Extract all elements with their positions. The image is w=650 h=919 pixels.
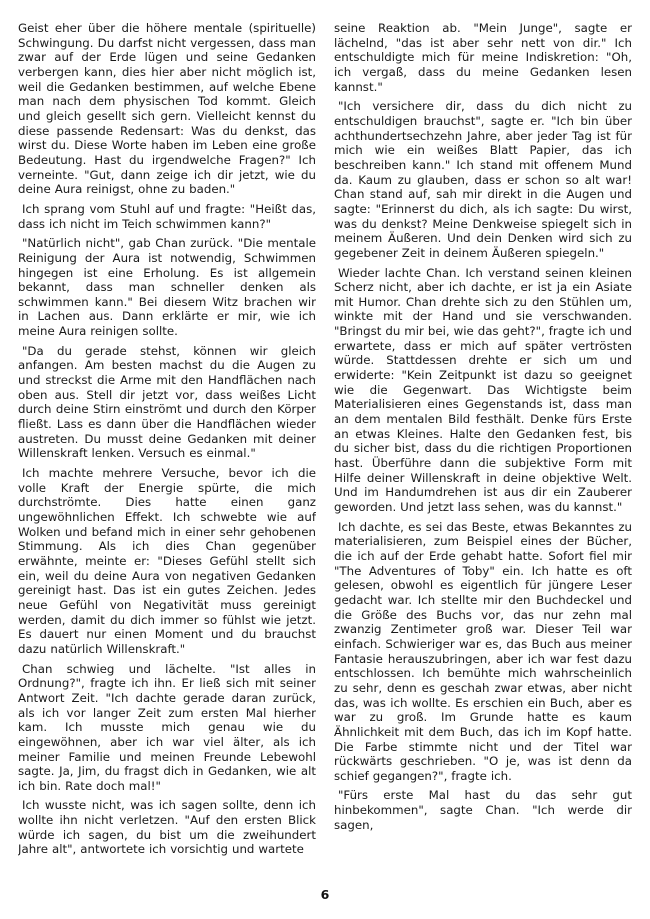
paragraph: Chan schwieg und lächelte. "Ist alles in Ordnung?", fragte ich ihn. Er ließ sich mit seiner Antwort Zeit. "Ich dachte gerade daran zurück, als ich vor langer Zeit zum ersten Mal hierher kam. Ich musste mich genau wie du eingewöhnen, aber ich war viel älter, als ich meiner Familie und meinen Freunde Lebewohl sagte. Ja, Jim, du fragst dich in Gedanken, wie alt ich bin. Rate doch mal!" [18,661,316,793]
paragraph: Ich dachte, es sei das Beste, etwas Bekanntes zu materialisieren, zum Beispiel eines der Bücher, die ich auf der Erde gehabt hatte. Sofort fiel mir "The Adventures of Toby" ein. Ich hatte es oft gelesen, obwohl es eigentlich für jüngere Leser gedacht war. Ich stellte mir den Buchdeckel und die Größe des Buchs vor, das nur zehn mal zwanzig Zentimeter groß war. Dieser Teil war einfach. Schwieriger war es, das Buch aus meiner Fantasie herauszubringen, aber ich war fest dazu entschlossen. Ich bemühte mich wahrscheinlich zu sehr, denn es geschah zwar etwas, aber nicht das, was ich wollte. Es erschien ein Buch, aber es war zu groß. Im Grunde hatte es kaum Ähnlichkeit mit dem Buch, das ich im Kopf hatte. Die Farbe stimmte nicht und der Titel war rückwärts geschrieben. "O je, was ist denn da schief gegangen?", fragte ich. [334,519,632,783]
paragraph: Geist eher über die höhere mentale (spirituelle) Schwingung. Du darfst nicht vergessen, dass man zwar auf der Erde lügen und seine Gedanken verbergen kann, dies hier aber nicht möglich ist, weil die Gedanken bestimmen, auf welche Ebene man nach dem physischen Tod kommt. Gleich und gleich gesellt sich gern. Vielleicht kennst du diese passende Redensart: Was du denkst, das wirst du. Diese Worte haben im Leben eine große Bedeutung. Hast du irgendwelche Fragen?" Ich verneinte. "Gut, dann zeige ich dir jetzt, wie du deine Aura reinigst, ohne zu baden." [18,21,316,197]
paragraph: Wieder lachte Chan. Ich verstand seinen kleinen Scherz nicht, aber ich dachte, er ist ja ein Asiate mit Humor. Chan drehte sich zu den Stühlen um, winkte mit der Hand und sie verschwanden. "Bringst du mir bei, wie das geht?", fragte ich und erwartete, dass er mich auf später vertrösten würde. Stattdessen drehte er sich um und erwiderte: "Kein Zeitpunkt ist dazu so geeignet wie die Gegenwart. Das Wichtigste beim Materialisieren eines Gegenstands ist, dass man an dem mentalen Bild festhält. Denke fürs Erste an etwas Kleines. Halte den Gedanken fest, bis du sicher bist, dass du die richtigen Proportionen hast. Überführe dann die subjektive Form mit Hilfe deiner Willenskraft in deine objektive Welt. Und im Handumdrehen ist aus dir ein Zauberer geworden. Und jetzt lass sehen, was du kannst." [334,265,632,514]
page-number: 6 [320,887,330,902]
right-column [334,21,632,875]
paragraph: Ich machte mehrere Versuche, bevor ich die volle Kraft der Energie spürte, die mich durchströmte. Dies hatte einen ganz ungewöhnlichen Effekt. Ich schwebte wie auf Wolken und befand mich in einer sehr gehobenen Stimmung. Als ich dies Chan gegenüber erwähnte, meinte er: "Dieses Gefühl stellt sich ein, weil du deine Aura von negativen Gedanken gereinigt hast. Das ist ein gutes Zeichen. Jedes neue Gefühl von Negativität muss gereinigt werden, damit du dich immer so fühlst wie jetzt. Es dauert nur einen Moment und du brauchst dazu natürlich Willenskraft." [18,466,316,656]
paragraph: Ich sprang vom Stuhl auf und fragte: "Heißt das, dass ich nicht im Teich schwimmen kann?" [18,201,316,231]
paragraph: "Da du gerade stehst, können wir gleich anfangen. Am besten machst du die Augen zu und streckst die Arme mit den Handflächen nach oben aus. Stell dir jetzt vor, dass weißes Licht durch deine Stirn einströmt und durch den Körper fließt. Lass es dann über die Handflächen wieder austreten. Du musst deine Gedanken mit deiner Willenskraft lenken. Versuch es einmal." [18,343,316,461]
paragraph: "Ich versichere dir, dass du dich nicht zu entschuldigen brauchst", sagte er. "Ich bin über achthundertsechzehn Jahre, aber jeder Tag ist für mich wie ein weißes Blatt Papier, das ich beschreiben kann." Ich stand mit offenem Mund da. Kaum zu glauben, dass er schon so alt war! Chan stand auf, sah mir direkt in die Augen und sagte: "Erinnerst du dich, als ich sagte: Du wirst, was du denkst? Meine Denkweise spiegelt sich in meinem Äußeren. Und dein Denken wird sich zu gegebener Zeit in deinem Äußeren spiegeln." [334,99,632,260]
paragraph: "Fürs erste Mal hast du das sehr gut hinbekommen", sagte Chan. "Ich werde dir sagen, [334,788,632,832]
paragraph: Ich wusste nicht, was ich sagen sollte, denn ich wollte ihn nicht verletzen. "Auf den ersten Blick würde ich sagen, du bist um die zweihundert Jahre alt", antwortete ich vorsichtig und wartete [18,798,316,857]
paragraph: "Natürlich nicht", gab Chan zurück. "Die mentale Reinigung der Aura ist notwendig, Schwimmen hingegen ist eine Erholung. Es ist allgemein bekannt, dass man schneller denken als schwimmen kann." Bei diesem Witz brachen wir in Lachen aus. Dann erklärte er mir, wie ich meine Aura reinigen sollte. [18,236,316,339]
paragraph: seine Reaktion ab. "Mein Junge", sagte er lächelnd, "das ist aber sehr nett von dir." Ich entschuldigte mich für meine Indiskretion: "Oh, ich vergaß, dass du meine Gedanken lesen kannst." [334,21,632,94]
left-column [18,21,316,875]
text-columns [18,21,632,875]
